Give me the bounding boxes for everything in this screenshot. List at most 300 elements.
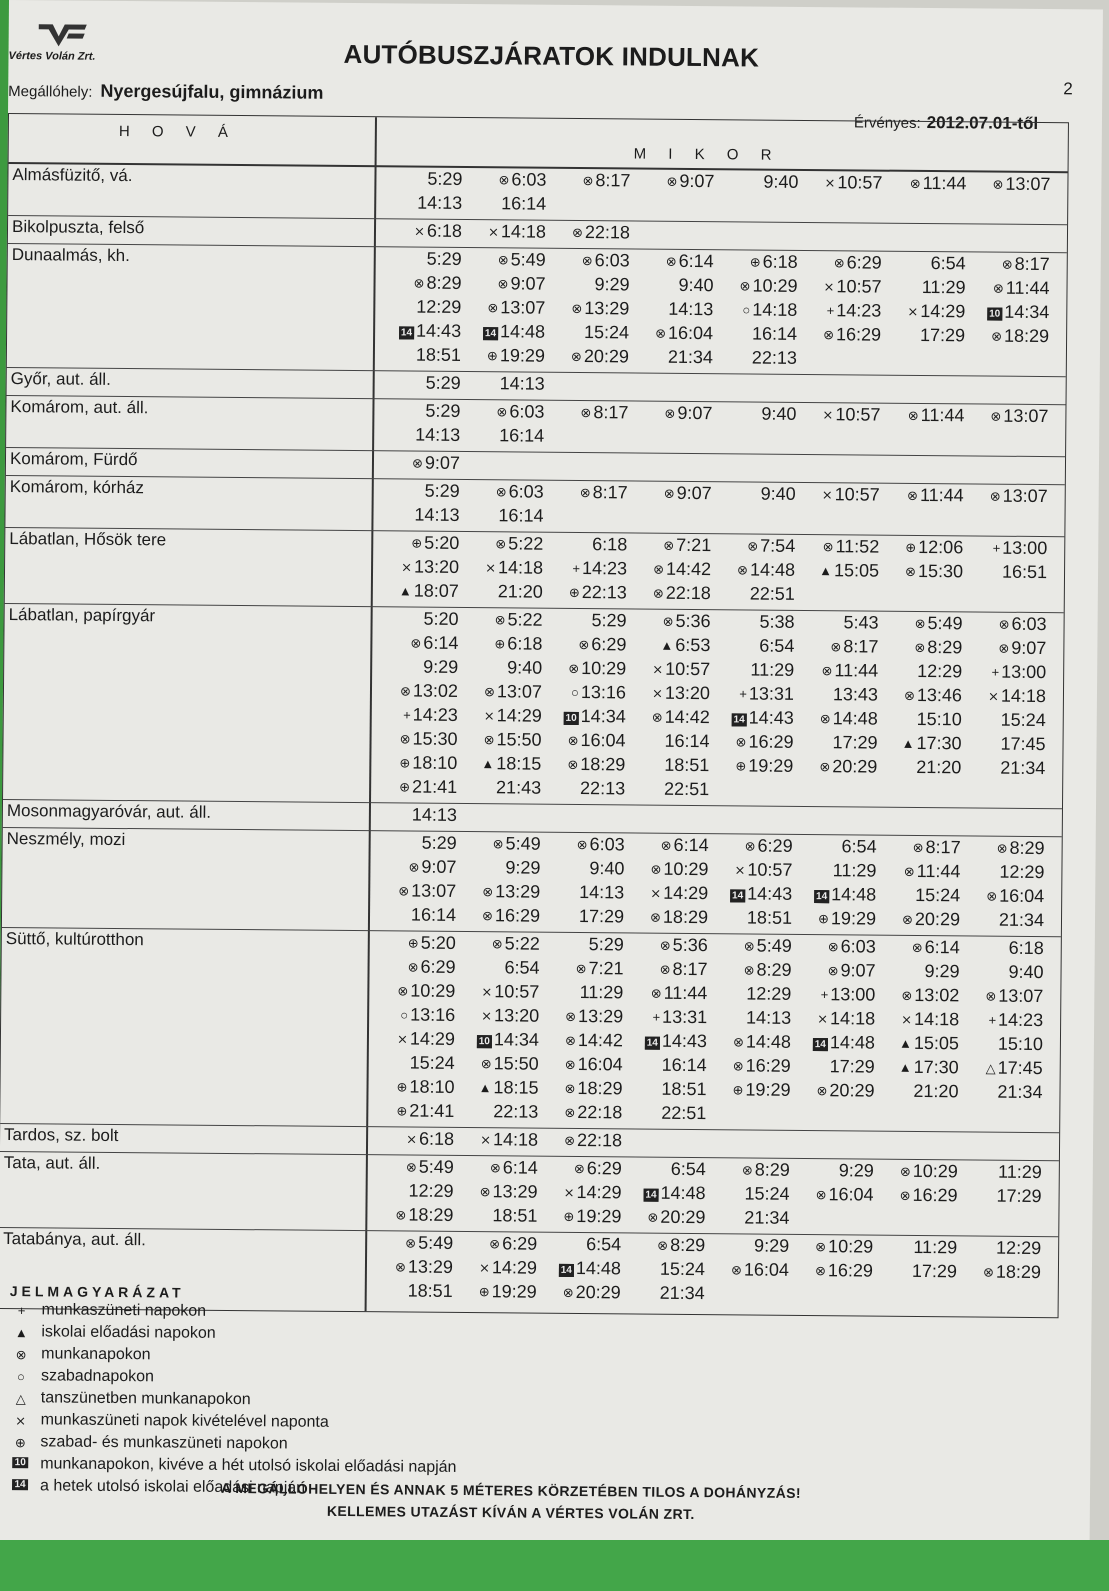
departure-time: ⊗ 6:03 [576, 834, 625, 855]
service-symbol-icon: ⊗ [664, 405, 676, 421]
service-symbol-icon: ⊗ [399, 683, 412, 699]
service-symbol-icon: ⨯ [481, 984, 493, 1000]
departure-time: ⊗ 11:44 [903, 860, 961, 882]
service-symbol-icon: 14 [645, 1037, 660, 1050]
departure-time: ⊕ 12:06 [905, 536, 964, 558]
service-symbol-icon: ⨯ [822, 407, 834, 423]
service-symbol-icon: 14 [559, 1264, 574, 1277]
departure-time: 15:24 [659, 1258, 706, 1280]
departure-time: ⊗ 5:22 [494, 609, 543, 630]
service-symbol-icon: ⊕ [494, 636, 506, 652]
departure-time: ▲ 15:05 [819, 560, 880, 581]
service-symbol-icon: ⊗ [497, 252, 509, 268]
table-row [7, 244, 1067, 377]
departure-time: 6:54 [670, 1158, 706, 1180]
service-symbol-icon: ⊗ [735, 734, 747, 750]
legend-text: munkaszüneti napokon [41, 1301, 207, 1320]
service-symbol-icon: ⊗ [996, 840, 1008, 856]
departure-time: 18:51 [415, 344, 462, 365]
departure-time: + 13:31 [739, 683, 795, 704]
departure-time: ⊗ 6:14 [410, 632, 459, 653]
departure-time: ⊗ 10:29 [815, 1236, 874, 1257]
departure-time: ⊗ 20:29 [901, 908, 961, 930]
service-symbol-icon: ⊗ [394, 1259, 406, 1275]
departure-time: 17:29 [919, 324, 966, 346]
departure-time: ▲ 17:30 [901, 732, 962, 754]
service-symbol-icon: ⨯ [987, 688, 999, 704]
service-symbol-icon: ⊗ [564, 1032, 576, 1048]
service-symbol-icon: ▲ [478, 1080, 492, 1096]
service-symbol-icon: ⊗ [998, 616, 1010, 632]
departure-times [371, 1156, 1052, 1234]
service-symbol-icon: ⊗ [408, 859, 420, 875]
departure-time: 21:34 [659, 1282, 705, 1304]
service-symbol-icon: ⊗ [662, 613, 674, 629]
legend-text: szabad- és munkaszüneti napokon [40, 1433, 288, 1453]
departure-time: + 13:00 [820, 984, 876, 1005]
departure-time: ⊗ 5:36 [662, 610, 711, 632]
service-symbol-icon: ⊕ [563, 1208, 575, 1224]
departure-time: △ 17:45 [985, 1057, 1043, 1079]
service-symbol-icon: ⊗ [827, 939, 839, 955]
service-symbol-icon: ⊗ [992, 280, 1004, 296]
destination-name: Neszmély, mozi [6, 829, 126, 850]
service-symbol-icon: ⊗ [666, 173, 678, 189]
service-symbol-icon: ⊕ [396, 1103, 408, 1119]
destination-name: Komárom, Fürdő [9, 449, 138, 470]
departure-time: 14 14:48 [463, 321, 545, 343]
service-symbol-icon: ⊗ [483, 732, 495, 748]
departure-time: + 13:31 [652, 1006, 708, 1028]
departure-time: ○ 14:18 [742, 299, 798, 320]
departure-time: ⊕ 6:18 [749, 251, 798, 272]
departure-time: ⊗ 16:04 [564, 1054, 623, 1075]
departure-times [380, 168, 1060, 222]
service-symbol-icon: ⊗ [899, 1163, 911, 1179]
service-symbol-icon: 14 [483, 327, 498, 340]
service-symbol-icon: ⨯ [485, 560, 497, 576]
departure-time: ⊗ 14:48 [732, 1031, 792, 1052]
departure-time: 22:13 [493, 1101, 539, 1122]
service-symbol-icon: ⊗ [901, 911, 914, 927]
departure-time: 14:13 [499, 373, 545, 394]
destination-name: Lábatlan, papírgyár [8, 605, 156, 626]
service-symbol-icon: ⨯ [817, 1011, 829, 1027]
departure-time: 18:51 [661, 1078, 707, 1100]
service-symbol-icon: ⨯ [480, 1132, 492, 1148]
departure-time: ⊗ 8:17 [830, 636, 879, 657]
service-symbol-icon: ⊗ [413, 275, 425, 291]
departure-time: 17:29 [832, 732, 878, 753]
service-symbol-icon: ⊕ [399, 779, 411, 795]
departure-time: 14 14:43 [625, 1030, 707, 1052]
service-symbol-icon: ⊗ [407, 959, 419, 975]
service-symbol-icon: ⊗ [571, 224, 584, 241]
time-line [380, 220, 1060, 250]
departure-time: 11:29 [579, 982, 624, 1003]
departure-time: 18:51 [746, 907, 793, 928]
departure-time: ⊗ 15:30 [905, 560, 964, 582]
departure-time: ⊗ 10:29 [397, 980, 456, 1001]
service-symbol-icon: ⊗ [665, 253, 677, 269]
stop-name: Nyergesújfalu, gimnázium [100, 80, 324, 103]
departure-times [372, 1128, 1052, 1158]
departure-time: 9:40 [589, 858, 625, 879]
departure-time: 11:29 [832, 860, 877, 881]
service-symbol-icon: ⊗ [410, 635, 422, 651]
service-symbol-icon: ⊗ [650, 985, 662, 1001]
service-symbol-icon: ⨯ [563, 1184, 575, 1200]
destination-name: Süttő, kultúrotthon [5, 929, 144, 950]
departure-time: ⊗ 11:44 [907, 404, 965, 426]
page-number: 2 [1063, 79, 1073, 99]
service-symbol-icon: ⊗ [901, 987, 913, 1003]
service-symbol-icon: ⊗ [907, 407, 919, 423]
departure-times [380, 220, 1060, 250]
departure-time: 16:14 [661, 1054, 707, 1076]
service-symbol-icon: ⊗ [576, 836, 588, 853]
departure-time: ⨯ 10:57 [824, 172, 883, 193]
service-symbol-icon: ⊗ [398, 883, 410, 899]
service-symbol-icon: ⨯ [824, 175, 836, 191]
departure-time: 16:51 [1001, 561, 1048, 583]
departure-time: ⨯ 14:29 [650, 882, 709, 904]
departure-time: 5:29 [427, 168, 463, 189]
departure-time: ⊗ 13:07 [483, 681, 543, 702]
departure-time: ⊕ 6:18 [494, 633, 543, 654]
departure-time: 9:29 [754, 1235, 790, 1256]
service-symbol-icon: ⊗ [814, 1263, 826, 1279]
time-line [374, 904, 1054, 934]
service-symbol-icon: ⨯ [823, 279, 835, 295]
departure-time: 16:14 [664, 730, 710, 752]
column-header-times: M I K O R [633, 145, 781, 164]
departure-time: ⊗ 9:07 [827, 960, 876, 981]
departure-time: ⊗ 22:18 [571, 222, 631, 243]
departure-time: 5:29 [588, 934, 624, 955]
departure-time: ⊗ 16:29 [899, 1184, 958, 1206]
departure-time: ▲ 15:05 [898, 1032, 960, 1054]
departure-time: 15:24 [915, 884, 961, 906]
service-symbol-icon: ⊗ [651, 709, 663, 725]
departure-time: 17:45 [1000, 733, 1046, 755]
service-symbol-icon: ▲ [660, 637, 674, 653]
service-symbol-icon: ⊗ [494, 612, 506, 628]
departure-time: ⊗ 6:29 [573, 1158, 622, 1179]
departure-time: 14 14:43 [710, 883, 792, 905]
departure-time: ⊗ 6:14 [665, 250, 714, 272]
departure-time: 5:29 [425, 400, 461, 421]
service-symbol-icon: ⊗ [819, 711, 831, 727]
departure-time: 14 14:48 [624, 1182, 706, 1204]
service-symbol-icon: ⊗ [573, 1160, 585, 1177]
departure-time: ⊗ 8:17 [582, 170, 631, 191]
destination-name: Tardos, sz. bolt [4, 1125, 119, 1145]
departure-time: ⊗ 15:50 [480, 1053, 539, 1074]
departure-table [0, 113, 1069, 1318]
service-symbol-icon: ⊗ [571, 300, 583, 317]
departure-time: ⊗ 13:07 [398, 880, 457, 901]
departure-time: ⊕ 21:41 [396, 1100, 455, 1121]
departure-time: + 14:23 [572, 558, 628, 579]
time-line [378, 424, 1058, 454]
legend-symbol-icon: 10 [12, 1457, 28, 1468]
departure-time: 16:14 [501, 193, 547, 214]
service-symbol-icon: ⊗ [732, 1034, 744, 1050]
departure-times [375, 608, 1057, 806]
service-symbol-icon: ⊗ [991, 328, 1003, 344]
departure-time: 9:40 [507, 657, 543, 678]
service-symbol-icon: 10 [477, 1035, 492, 1048]
departure-time: ⊕ 18:10 [399, 752, 458, 773]
departure-time: + 14:23 [988, 1009, 1044, 1031]
table-row [5, 528, 1065, 613]
departure-time: ⊗ 5:49 [743, 935, 792, 956]
departure-time: 10 14:34 [457, 1029, 539, 1051]
departure-time: ⊗ 6:03 [496, 401, 545, 422]
time-line [371, 1204, 1051, 1234]
service-symbol-icon: ⊗ [905, 563, 917, 579]
departure-time: ⊗ 11:44 [821, 660, 879, 681]
departure-time: 16:14 [499, 425, 545, 446]
legend-text: munkanapokon, kivéve a hét utolsó iskolai előadási napján [40, 1455, 457, 1476]
service-symbol-icon: ⨯ [907, 303, 919, 319]
service-symbol-icon: + [991, 664, 1000, 680]
departure-time: 12:29 [999, 861, 1045, 883]
service-symbol-icon: ⊕ [732, 1082, 744, 1098]
departure-time: 21:20 [913, 1080, 959, 1102]
legend-text: iskolai előadási napokon [41, 1323, 216, 1342]
legend-text: munkanapokon [41, 1345, 151, 1364]
legend-symbol-icon: ▲ [14, 1325, 28, 1341]
legend-symbol-icon: ⨯ [15, 1413, 27, 1429]
departure-time: ⊗ 20:29 [562, 1281, 621, 1303]
departure-time: 21:34 [667, 346, 713, 368]
column-header-destination: H O V Á [118, 122, 237, 141]
departure-time: ⊗ 8:29 [914, 637, 963, 658]
legend-text: a hetek utolsó iskolai előadási napján [39, 1477, 306, 1497]
departure-time: 6:54 [586, 1234, 622, 1255]
service-symbol-icon: ⊗ [657, 1237, 669, 1253]
service-symbol-icon: ⊗ [582, 173, 594, 189]
departure-time: 9:29 [505, 857, 541, 878]
departure-time: ⊗ 13:29 [565, 1006, 624, 1027]
service-symbol-icon: ⊕ [568, 584, 580, 601]
service-symbol-icon: ⨯ [401, 559, 413, 575]
departure-time: ⨯ 14:29 [907, 300, 966, 322]
service-symbol-icon: ⨯ [396, 1031, 408, 1047]
departure-time: ▲ 17:30 [898, 1056, 959, 1078]
service-symbol-icon: ⊗ [815, 1187, 827, 1203]
departure-time: 14:13 [414, 504, 460, 525]
service-symbol-icon: ⊗ [659, 937, 671, 953]
service-symbol-icon: ⊕ [905, 539, 917, 555]
departure-time: ⨯ 13:20 [401, 556, 460, 577]
service-symbol-icon: ⊗ [741, 1162, 753, 1178]
departure-time: 5:29 [591, 610, 627, 631]
departure-time: 6:18 [592, 534, 628, 555]
service-symbol-icon: + [992, 540, 1001, 556]
service-symbol-icon: ⊗ [581, 253, 593, 269]
departure-time: ⊗ 6:03 [581, 250, 630, 271]
departure-time: ⊗ 7:21 [663, 534, 712, 556]
service-symbol-icon: ▲ [901, 735, 915, 751]
departure-time: ⊗ 9:07 [998, 637, 1047, 659]
departure-time: 14:13 [746, 1007, 792, 1028]
volan-logo-icon [35, 20, 91, 48]
departure-time: ⊗ 13:07 [992, 173, 1051, 195]
legend-text: tanszünetben munkanapokon [40, 1389, 251, 1409]
service-symbol-icon: ⊗ [914, 639, 926, 656]
service-symbol-icon: ⊗ [489, 1236, 501, 1252]
departure-time: 9:29 [838, 1160, 874, 1181]
service-symbol-icon: ⊗ [992, 176, 1004, 192]
time-line [377, 580, 1057, 610]
service-symbol-icon: + [739, 686, 747, 702]
service-symbol-icon: ⊗ [815, 1239, 827, 1255]
departure-time: 14 14:48 [794, 884, 876, 906]
table-row [8, 164, 1067, 225]
departure-time: ⨯ 10:57 [821, 484, 880, 505]
service-symbol-icon: + [652, 1009, 661, 1025]
departure-time: 14 14:48 [793, 1032, 875, 1054]
departure-time: ⊗ 13:29 [571, 298, 630, 319]
green-board-edge-bottom [0, 1540, 1109, 1591]
departure-time: 5:29 [425, 372, 461, 393]
departure-time: 21:34 [998, 909, 1045, 931]
legend-symbol-icon: 14 [12, 1479, 28, 1490]
service-symbol-icon: ⨯ [901, 1011, 913, 1027]
service-symbol-icon: 14 [730, 889, 745, 902]
legend-title: JELMAGYARÁZAT [9, 1283, 185, 1301]
departure-time: ▲ 18:15 [481, 753, 542, 774]
departure-time: ⊗ 6:29 [578, 634, 627, 655]
service-symbol-icon: ⊗ [405, 1235, 417, 1251]
time-line [377, 504, 1057, 534]
service-symbol-icon: ⊗ [497, 276, 509, 292]
departure-time: ⊗ 8:29 [657, 1234, 706, 1256]
departure-time: ⊗ 10:29 [568, 658, 627, 679]
departure-time: 6:54 [930, 253, 966, 274]
departure-time: ⊗ 8:17 [580, 402, 629, 423]
legend-symbol-icon: ⊗ [15, 1347, 27, 1363]
time-line [379, 344, 1059, 374]
departure-time: ⨯ 10:57 [652, 658, 711, 680]
service-symbol-icon: ⊗ [660, 837, 672, 853]
service-symbol-icon: ⊗ [564, 1132, 576, 1148]
service-symbol-icon: ⊗ [487, 300, 499, 316]
departure-time: 9:29 [423, 656, 459, 677]
departure-time: 15:24 [1000, 709, 1046, 731]
service-symbol-icon: ⊗ [663, 485, 675, 501]
departure-time: ⊗ 6:03 [495, 481, 544, 502]
table-row [2, 828, 1062, 937]
departure-time: 5:29 [424, 480, 460, 501]
departure-time: ⊗ 6:29 [407, 956, 456, 977]
departure-time: 12:29 [746, 983, 792, 1004]
destination-name: Tata, aut. áll. [3, 1152, 101, 1173]
departure-time: ⊗ 15:50 [483, 729, 542, 750]
departure-time: ⊗ 18:29 [982, 1261, 1042, 1283]
destination-name: Bikolpuszta, felső [11, 217, 145, 238]
departure-time: ⊗ 16:04 [730, 1259, 790, 1280]
departure-time: 16:14 [498, 505, 544, 526]
departure-time: ⊗ 14:42 [653, 558, 712, 580]
legend-text: szabadnapokon [40, 1367, 155, 1386]
departure-time: 22:13 [580, 778, 626, 799]
service-symbol-icon: ⊗ [489, 1160, 501, 1176]
time-line [379, 372, 1059, 402]
departure-time: ⨯ 14:29 [478, 1257, 538, 1278]
departure-time: ⊗ 6:03 [827, 936, 876, 957]
company-name: Vértes Volán Zrt. [8, 49, 96, 63]
service-symbol-icon: ⊕ [749, 254, 761, 270]
service-symbol-icon: + [988, 1012, 997, 1028]
departure-time: ⊗ 6:03 [498, 169, 547, 190]
departure-time: ⊗ 13:07 [985, 985, 1044, 1007]
departure-time: ⊗ 18:29 [991, 325, 1050, 347]
service-symbol-icon: ⊗ [399, 731, 411, 747]
service-symbol-icon: ○ [742, 302, 751, 318]
departure-time: 18:51 [664, 754, 710, 776]
service-symbol-icon: ⊗ [564, 1080, 576, 1096]
service-symbol-icon: ⊗ [911, 939, 923, 956]
departure-time: ⊕ 5:20 [407, 932, 456, 953]
departure-time: ⊗ 8:17 [659, 958, 708, 980]
legend-symbol-icon: △ [15, 1391, 26, 1407]
service-symbol-icon: ⊗ [492, 836, 504, 852]
service-symbol-icon: ⊗ [821, 663, 833, 679]
departure-time: ⊗ 16:29 [823, 324, 882, 345]
service-symbol-icon: ⨯ [651, 685, 663, 701]
departure-time: 14:13 [415, 424, 461, 445]
departure-time: ⊗ 9:07 [664, 402, 713, 424]
departure-time: ⊗ 18:29 [564, 1078, 623, 1099]
departure-time: ⊗ 13:07 [989, 485, 1048, 507]
departure-time: ⊗ 11:52 [822, 536, 880, 557]
service-symbol-icon: ⊗ [496, 404, 508, 420]
service-symbol-icon: ⊗ [830, 639, 842, 655]
no-smoking-notice: A MEGÁLLÓHELYEN ÉS ANNAK 5 MÉTERES KÖRZETÉBEN TILOS A DOHÁNYZÁS! [220, 1479, 802, 1501]
departure-time: 5:29 [421, 832, 457, 853]
departure-time: 5:20 [423, 608, 459, 629]
service-symbol-icon: ⊗ [570, 348, 582, 365]
departure-time: ⨯ 14:18 [987, 685, 1047, 707]
destination-name: Mosonmagyaróvár, aut. áll. [6, 801, 212, 822]
departure-time: ⊗ 13:02 [399, 680, 459, 701]
service-symbol-icon: ⊕ [407, 935, 419, 951]
table-row [3, 604, 1064, 809]
departure-time: ⊗ 13:29 [479, 1181, 538, 1202]
service-symbol-icon: ⊗ [659, 961, 671, 977]
service-symbol-icon: ⊗ [822, 539, 834, 555]
departure-time: 21:20 [497, 581, 543, 602]
departure-time: 10 14:34 [544, 706, 626, 728]
service-symbol-icon: ⨯ [483, 708, 495, 724]
service-symbol-icon: ⊕ [486, 348, 498, 364]
validity-date: 2012.07.01-től [926, 113, 1039, 133]
departure-time: 22:13 [751, 347, 797, 368]
departure-time: ⊕ 19:29 [732, 1079, 791, 1100]
service-symbol-icon: ⊗ [647, 1209, 659, 1225]
departure-time: 6:54 [759, 635, 795, 656]
service-symbol-icon: ⊗ [732, 1058, 744, 1074]
service-symbol-icon: ⊗ [985, 988, 997, 1004]
service-symbol-icon: ⊗ [575, 960, 587, 977]
service-symbol-icon: ⊗ [986, 888, 998, 904]
service-symbol-icon: ⊗ [743, 938, 755, 954]
departure-time: ⊗ 8:29 [996, 837, 1045, 859]
